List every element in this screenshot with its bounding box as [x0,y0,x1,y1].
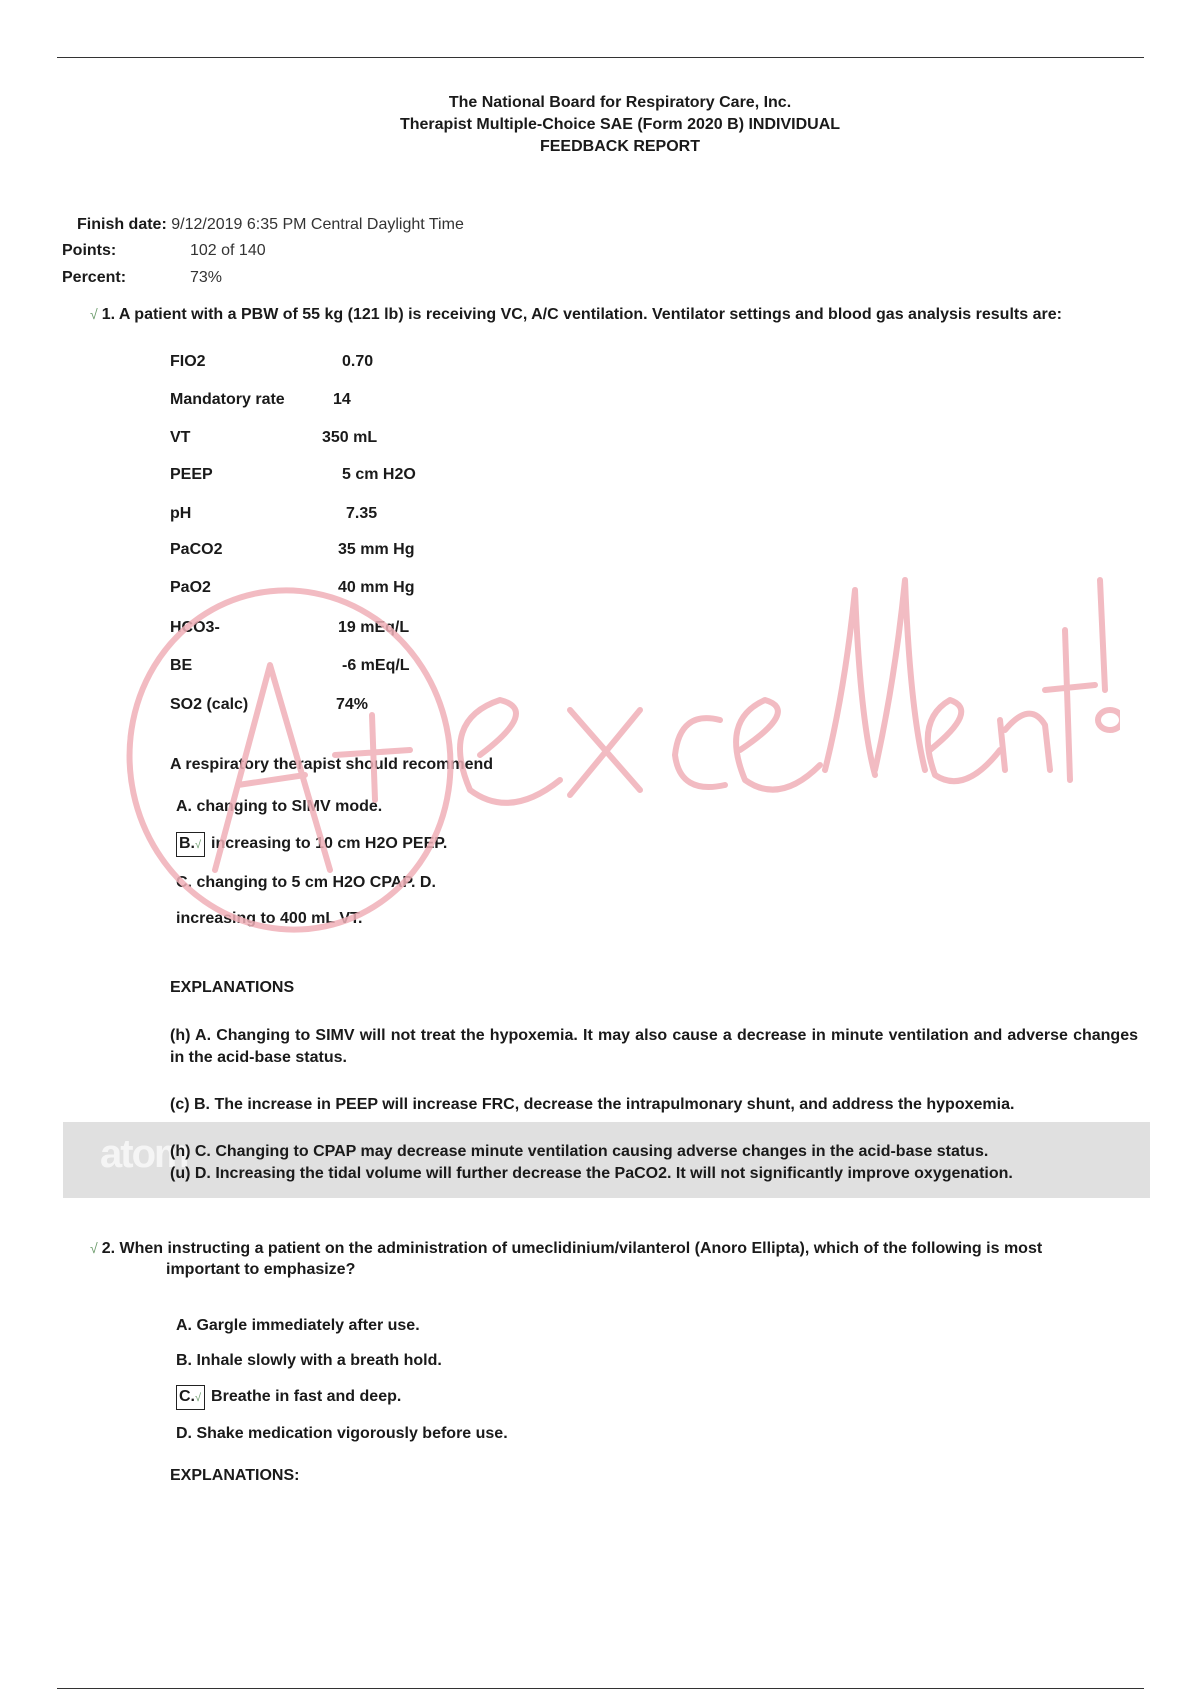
question-1-prompt: A respiratory therapist should recommend [170,756,494,773]
question-2-title: √ 2. When instructing a patient on the administration of umeclidinium/vilanterol (Anoro Ellipta), which of the following is most [90,1240,1043,1257]
correct-check-icon: √ [195,1392,202,1404]
q1-explanations-heading: EXPLANATIONS [170,979,295,996]
selected-answer-box: B.√ [176,832,205,857]
points-label: Points: [62,242,117,259]
stamp-exclamation-stroke [1100,580,1105,690]
correct-check-icon: √ [195,839,202,851]
stamp-letter-c [675,718,725,787]
finish-date-value: 9/12/2019 6:35 PM Central Daylight Time [171,216,464,233]
q1-explanation-d: (u) D. Increasing the tidal volume will further decrease the PaCO2. It will not significantly improve oxygenation. [170,1165,1013,1182]
stamp-letter-x [570,710,640,795]
q1-explanation-a: (h) A. Changing to SIMV will not treat the hypoxemia. It may also cause a decrease in minute ventilation and adverse changes in the acid-base status. [170,1027,1138,1066]
percent-row [62,268,126,288]
question-2-title-cont: important to emphasize? [166,1261,356,1278]
stamp-letter-t [1045,630,1095,780]
watermark-logo: atom [100,1132,188,1176]
q1-explanation-c: (h) C. Changing to CPAP may decrease minute ventilation causing adverse changes in the acid-base status. [170,1143,989,1160]
points-row [62,241,116,261]
header-report-type: FEEDBACK REPORT [539,138,700,155]
q2-option-d: D. Shake medication vigorously before use. [176,1425,508,1442]
q1-option-d: increasing to 400 mL VT. [176,910,363,927]
bottom-rule [57,1688,1144,1689]
stamp-letter-l1 [825,590,875,775]
q1-explanation-b: (c) B. The increase in PEEP will increase FRC, decrease the intrapulmonary shunt, and address the hypoxemia. [170,1096,1015,1113]
finish-date [77,215,464,235]
correct-check-icon: √ [90,1240,98,1256]
q1-option-c: C. changing to 5 cm H2O CPAP. D. [176,874,436,891]
question-1-title: √ 1. A patient with a PBW of 55 kg (121 lb) is receiving VC, A/C ventilation. Ventilator settings and blood gas analysis results are: [90,306,1062,323]
percent-value: 73% [190,269,223,286]
header-organization: The National Board for Respiratory Care, Inc. [448,94,792,111]
q2-option-a: A. Gargle immediately after use. [176,1317,420,1334]
stamp-letter-e2 [736,700,820,790]
header-exam: Therapist Multiple-Choice SAE (Form 2020 B) INDIVIDUAL [399,116,841,133]
finish-date-label: Finish date: [77,216,167,233]
selected-answer-box: C.√ [176,1385,205,1410]
stamp-letter-l2 [875,580,925,770]
stamp-letter-n [1000,714,1050,770]
q2-option-b: B. Inhale slowly with a breath hold. [176,1352,442,1369]
stamp-letter-e3 [928,700,1000,781]
q2-option-c: C.√ Breathe in fast and deep. [176,1385,401,1410]
stamp-exclamation-dot [1098,710,1120,730]
q1-option-a: A. changing to SIMV mode. [176,798,383,815]
stamp-letter-e [460,700,560,803]
report-header [0,92,1200,158]
points-value: 102 of 140 [190,242,266,259]
q2-explanations-heading: EXPLANATIONS: [170,1467,300,1484]
correct-check-icon: √ [90,306,98,322]
top-rule [57,57,1144,58]
q1-option-b: B.√ increasing to 10 cm H2O PEEP. [176,832,447,857]
percent-label: Percent: [62,269,127,286]
